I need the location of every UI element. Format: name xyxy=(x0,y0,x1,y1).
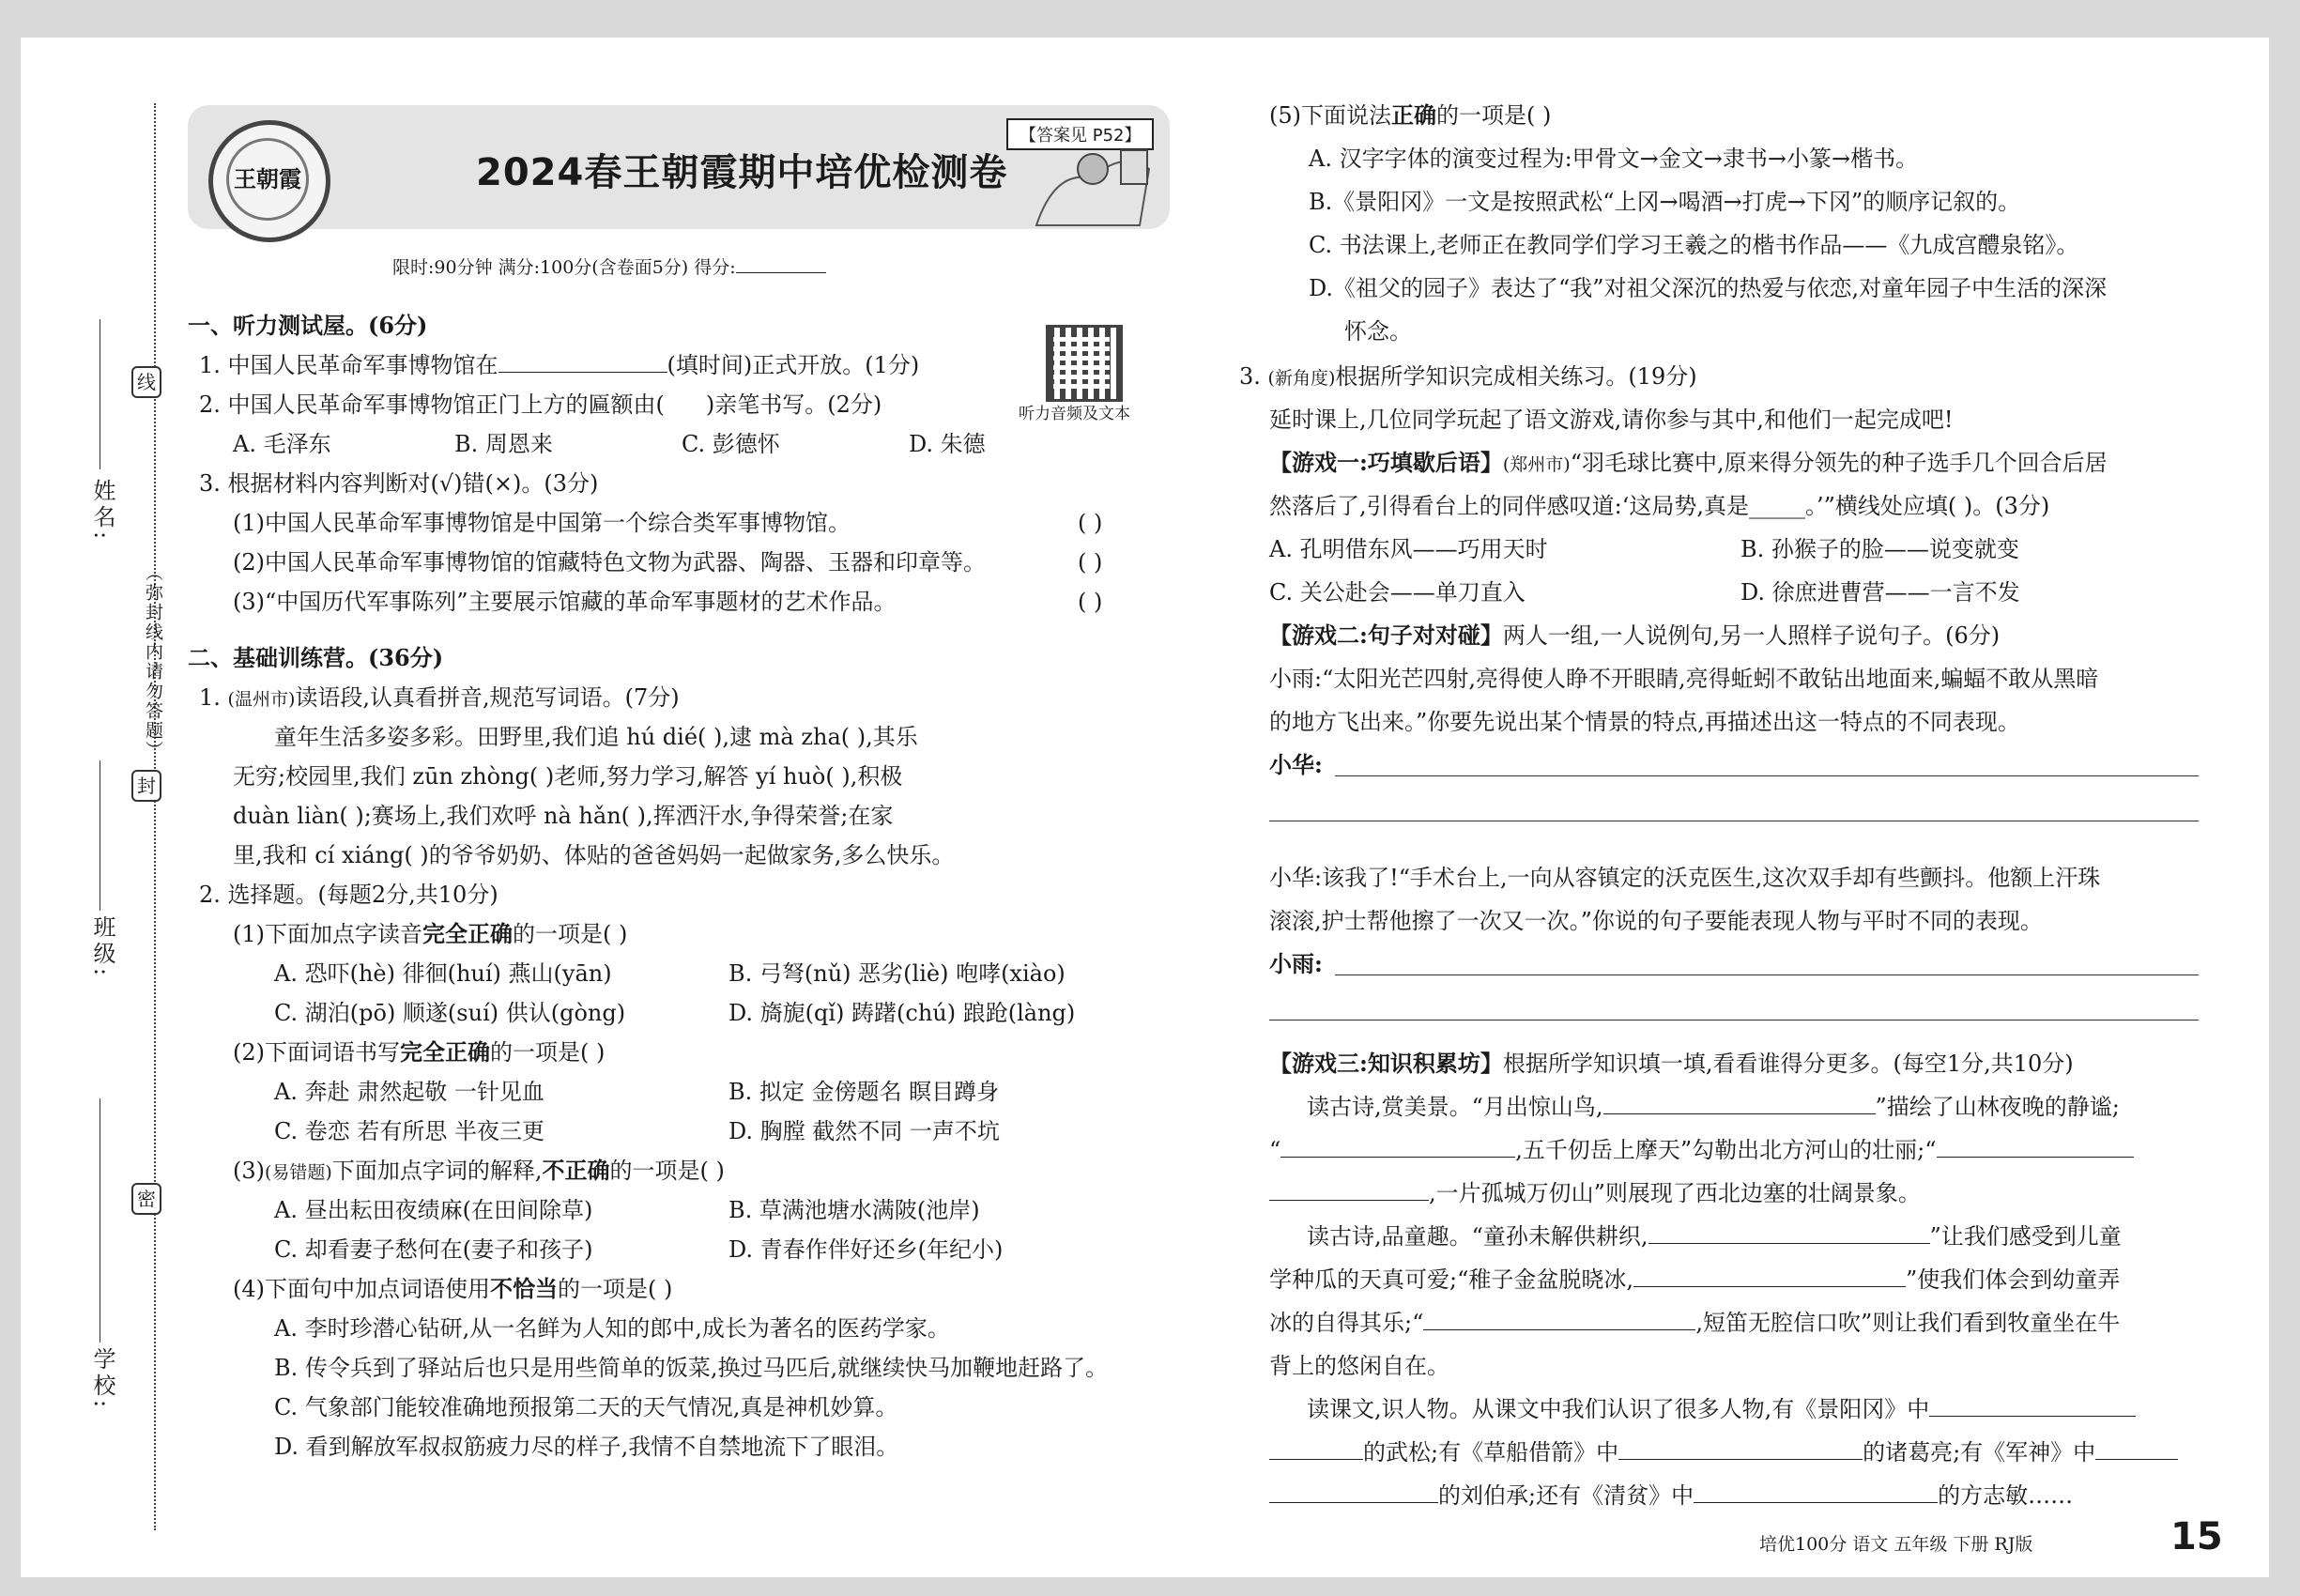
section1-title: 一、听力测试屋。(6分) xyxy=(188,312,428,339)
sub2-option-c[interactable]: C. 卷恋 若有所思 半夜三更 xyxy=(274,1118,545,1144)
exam-meta: 限时:90分钟 满分:100分(含卷面5分) 得分: xyxy=(392,253,826,279)
sub1-option-c[interactable]: C. 湖泊(pō) 顺遂(suí) 供认(gòng) xyxy=(274,1000,626,1026)
blank-3[interactable] xyxy=(1937,1138,2134,1158)
pinyin-line-4: 里,我和 cí xiáng( )的爷爷奶奶、体贴的爸爸妈妈一起做家务,多么快乐。 xyxy=(233,842,955,868)
binding-dotted-line xyxy=(154,103,156,1530)
line-mark: 线 xyxy=(131,366,161,398)
game2-title: 【游戏二:句子对对碰】两人一组,一人说例句,另一人照样子说句子。(6分) xyxy=(1269,622,2001,649)
sub1-stem: (1)下面加点字读音完全正确的一项是( ) xyxy=(233,920,628,947)
q3-paren-3[interactable]: ( ) xyxy=(1078,589,1103,615)
sub4-option-b[interactable]: B. 传令兵到了驿站后也只是用些简单的饭菜,换过马匹后,就继续快马加鞭地赶路了。 xyxy=(274,1355,1109,1381)
exam-page xyxy=(21,38,2269,1577)
game2-xiaoyu-label: 小雨: xyxy=(1269,950,1323,977)
sub5-stem: (5)下面说法正确的一项是( ) xyxy=(1269,101,1552,129)
sub3-stem: (3)(易错题)下面加点字词的解释,不正确的一项是( ) xyxy=(233,1157,725,1184)
game2-xiaoyu-answer-1[interactable] xyxy=(1335,974,2199,975)
sub3-option-a[interactable]: A. 昼出耘田夜绩麻(在田间除草) xyxy=(274,1197,593,1223)
name-label: 姓名: xyxy=(89,479,115,544)
q3: 3. 根据材料内容判断对(√)错(×)。(3分) xyxy=(199,470,599,497)
blank-5[interactable] xyxy=(1633,1267,1906,1287)
q2-2: 2. 选择题。(每题2分,共10分) xyxy=(199,882,498,908)
game2-xiaohua-answer-1[interactable] xyxy=(1335,775,2199,776)
sub4-option-a[interactable]: A. 李时珍潜心钻研,从一名鲜为人知的郎中,成长为著名的医药学家。 xyxy=(274,1315,950,1342)
game2-xiaohua-2: 滚滚,护士帮他擦了一次又一次。”你说的句子要能表现人物与平时不同的表现。 xyxy=(1269,908,2043,934)
mi-mark: 密 xyxy=(131,1183,161,1215)
sub4-option-c[interactable]: C. 气象部门能较准确地预报第二天的天气情况,真是神机妙算。 xyxy=(274,1394,898,1420)
pinyin-line-2: 无穷;校园里,我们 zūn zhòng( )老师,努力学习,解答 yí huò( ),积极 xyxy=(233,763,903,790)
section2-title: 二、基础训练营。(36分) xyxy=(188,644,444,671)
school-label: 学校: xyxy=(89,1347,115,1412)
seal-mark: 封 xyxy=(131,770,161,802)
qr-code-pattern xyxy=(1053,332,1110,389)
brand-logo: 王朝霞 xyxy=(208,120,330,242)
q2-option-a[interactable]: A. 毛泽东 xyxy=(233,431,331,457)
sub5-option-c[interactable]: C. 书法课上,老师正在教同学们学习王羲之的楷书作品——《九成宫醴泉铭》。 xyxy=(1309,232,2079,258)
game1-option-b[interactable]: B. 孙猴子的脸——说变就变 xyxy=(1740,536,2019,562)
blank-7-cont[interactable] xyxy=(1269,1440,1363,1460)
q3-item-3: (3)“中国历代军事陈列”主要展示馆藏的革命军事题材的艺术作品。 xyxy=(233,589,897,615)
blank-6[interactable] xyxy=(1423,1311,1695,1330)
q3-item-1: (1)中国人民革命军事博物馆是中国第一个综合类军事博物馆。 xyxy=(233,510,851,536)
sub4-stem: (4)下面句中加点词语使用不恰当的一项是( ) xyxy=(233,1275,673,1302)
sub3-option-b[interactable]: B. 草满池塘水满陂(池岸) xyxy=(728,1197,980,1223)
q2-option-d[interactable]: D. 朱德 xyxy=(909,431,986,457)
pinyin-line-1: 童年生活多姿多彩。田野里,我们追 hú dié( ),逮 mà zha( ),其乐 xyxy=(274,724,918,750)
class-label: 班级: xyxy=(89,915,115,980)
game1-option-d[interactable]: D. 徐庶进曹营——一言不发 xyxy=(1740,579,2020,606)
game3-line6: 冰的自得其乐;“ ,短笛无腔信口吹”则让我们看到牧童坐在牛 xyxy=(1269,1310,2121,1336)
score-blank[interactable] xyxy=(736,253,826,273)
q2-option-c[interactable]: C. 彭德怀 xyxy=(682,431,780,457)
game1-line1: 【游戏一:巧填歇后语】(郑州市)“羽毛球比赛中,原来得分领先的种子选手几个回合后居 xyxy=(1269,449,2108,476)
game3-line3: ,一片孤城万仞山”则展现了西北边塞的壮阔景象。 xyxy=(1269,1179,1921,1207)
sub1-option-d[interactable]: D. 旖旎(qǐ) 踌躇(chú) 踉跄(làng) xyxy=(728,1000,1076,1026)
q3-paren-1[interactable]: ( ) xyxy=(1078,510,1103,536)
q3-item-2: (2)中国人民革命军事博物馆的馆藏特色文物为武器、陶器、玉器和印章等。 xyxy=(233,549,986,575)
game1-line2: 然落后了,引得看台上的同伴感叹道:‘这局势,真是_____。’”横线处应填( )。(3分) xyxy=(1269,493,2050,519)
blank-10[interactable] xyxy=(1694,1483,1938,1503)
exam-title: 2024春王朝霞期中培优检测卷 xyxy=(476,151,1008,194)
sub1-option-b[interactable]: B. 弓弩(nǔ) 恶劣(liè) 咆哮(xiào) xyxy=(728,960,1066,987)
sub3-option-d[interactable]: D. 青春作伴好还乡(年纪小) xyxy=(728,1236,1004,1263)
sub5-option-d[interactable]: D.《祖父的园子》表达了“我”对祖父深沉的热爱与依恋,对童年园子中生活的深深 xyxy=(1309,275,2108,301)
q1-blank[interactable] xyxy=(498,353,667,373)
binding-notice: （弥封线内请勿答题） xyxy=(143,563,163,760)
blank-4[interactable] xyxy=(1648,1224,1930,1244)
game3-line9: 的武松;有《草船借箭》中 的诸葛亮;有《军神》中 xyxy=(1269,1438,2178,1466)
sub3-option-c[interactable]: C. 却看妻子愁何在(妻子和孩子) xyxy=(274,1236,593,1263)
blank-2[interactable] xyxy=(1280,1138,1515,1158)
mascot-illustration xyxy=(1018,131,1158,235)
sub2-option-b[interactable]: B. 拟定 金傍题名 瞑目蹲身 xyxy=(728,1079,1000,1105)
sub5-option-d-cont: 怀念。 xyxy=(1344,318,1412,345)
game3-line10: 的刘伯承;还有《清贫》中 的方志敏…… xyxy=(1269,1481,2073,1510)
game3-line4: 读古诗,品童趣。“童孙未解供耕织, ”让我们感受到儿童 xyxy=(1307,1223,2122,1250)
footer-series: 培优100分 语文 五年级 下册 RJ版 xyxy=(1759,1534,2033,1555)
game2-xiaohua-label: 小华: xyxy=(1269,751,1323,778)
blank-7[interactable] xyxy=(1929,1397,2136,1417)
q1: 1. 中国人民革命军事博物馆在 (填时间)正式开放。(1分) xyxy=(199,352,920,378)
sub5-option-a[interactable]: A. 汉字字体的演变过程为:甲骨文→金文→隶书→小篆→楷书。 xyxy=(1309,146,1919,172)
sub2-stem: (2)下面词语书写完全正确的一项是( ) xyxy=(233,1038,606,1066)
q2-1: 1. (温州市)读语段,认真看拼音,规范写词语。(7分) xyxy=(199,684,680,711)
game2-xiaohua-1: 小华:该我了!“手术台上,一向从容镇定的沃克医生,这次双手却有些颤抖。他额上汗珠 xyxy=(1269,865,2101,891)
blank-9-cont[interactable] xyxy=(1269,1483,1438,1503)
game1-option-c[interactable]: C. 关公赴会——单刀直入 xyxy=(1269,579,1526,606)
sub5-option-b[interactable]: B.《景阳冈》一文是按照武松“上冈→喝酒→打虎→下冈”的顺序记叙的。 xyxy=(1309,189,2021,215)
blank-8[interactable] xyxy=(1618,1440,1863,1460)
blank-1[interactable] xyxy=(1603,1095,1876,1114)
blank-3-cont[interactable] xyxy=(1269,1181,1429,1201)
game3-line8: 读课文,识人物。从课文中我们认识了很多人物,有《景阳冈》中 xyxy=(1307,1395,2136,1423)
pinyin-line-3: duàn liàn( );赛场上,我们欢呼 nà hǎn( ),挥洒汗水,争得荣誉;在家 xyxy=(233,803,894,829)
q3-right-stem: 3. (新角度)根据所学知识完成相关练习。(19分) xyxy=(1239,363,1697,390)
sub4-option-d[interactable]: D. 看到解放军叔叔筋疲力尽的样子,我情不自禁地流下了眼泪。 xyxy=(274,1434,899,1460)
qr-caption: 听力音频及文本 xyxy=(1019,405,1130,423)
game3-line1: 读古诗,赏美景。“月出惊山鸟, ”描绘了山林夜晚的静谧; xyxy=(1307,1094,2120,1120)
game1-option-a[interactable]: A. 孔明借东风——巧用天时 xyxy=(1269,536,1548,562)
game2-xiaoyu-answer-2[interactable] xyxy=(1269,1020,2199,1021)
game3-title: 【游戏三:知识积累坊】根据所学知识填一填,看看谁得分更多。(每空1分,共10分) xyxy=(1269,1050,2074,1077)
sub1-option-a[interactable]: A. 恐吓(hè) 徘徊(huí) 燕山(yān) xyxy=(274,960,612,987)
game2-xiaoyu-1: 小雨:“太阳光芒四射,亮得使人睁不开眼睛,亮得蚯蚓不敢钻出地面来,蝙蝠不敢从黑暗 xyxy=(1269,666,2099,692)
sub2-option-d[interactable]: D. 胸膛 截然不同 一声不坑 xyxy=(728,1118,1000,1144)
answer-reference: 【答案见 P52】 xyxy=(1006,118,1154,150)
game3-line2: “ ,五千仞岳上摩天”勾勒出北方河山的壮丽;“ xyxy=(1269,1136,2134,1164)
q2-option-b[interactable]: B. 周恩来 xyxy=(454,431,553,457)
q3-paren-2[interactable]: ( ) xyxy=(1078,549,1103,575)
blank-9[interactable] xyxy=(2095,1440,2178,1460)
q2: 2. 中国人民革命军事博物馆正门上方的匾额由( )亲笔书写。(2分) xyxy=(199,391,882,418)
game3-line7: 背上的悠闲自在。 xyxy=(1269,1353,1449,1379)
games-intro: 延时课上,几位同学玩起了语文游戏,请你参与其中,和他们一起完成吧! xyxy=(1269,407,1954,433)
page-number: 15 xyxy=(2170,1515,2223,1558)
game3-line5: 学种瓜的天真可爱;“稚子金盆脱晓冰, ”使我们体会到幼童弄 xyxy=(1269,1266,2121,1293)
game2-xiaoyu-2: 的地方飞出来。”你要先说出某个情景的特点,再描述出这一特点的不同表现。 xyxy=(1269,709,2020,735)
sub2-option-a[interactable]: A. 奔赴 肃然起敬 一针见血 xyxy=(274,1079,544,1105)
